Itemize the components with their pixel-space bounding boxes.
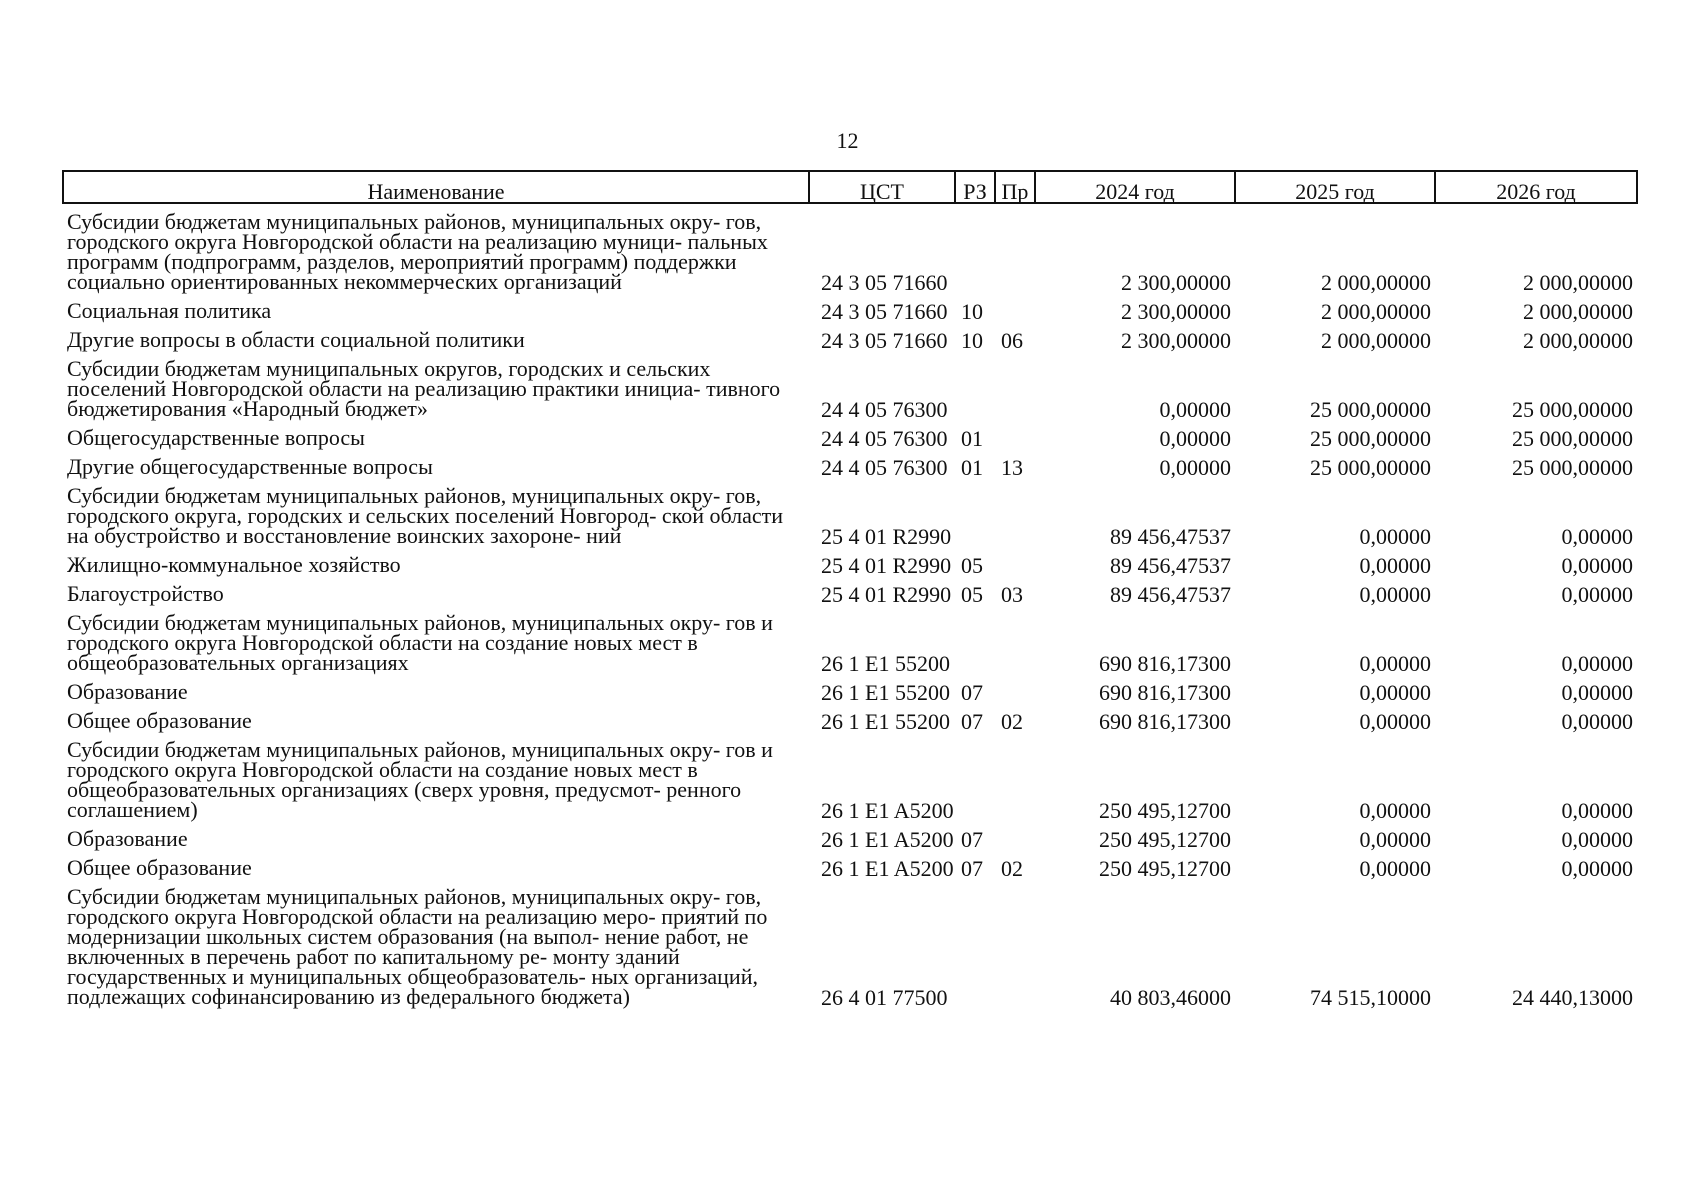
row-2025: 25 000,00000 — [1310, 426, 1431, 451]
row-pr: 13 — [1001, 455, 1023, 480]
row-2025: 0,00000 — [1359, 798, 1431, 823]
row-2026: 24 440,13000 — [1512, 985, 1633, 1010]
row-2024: 250 495,12700 — [1099, 798, 1231, 823]
header-pr: Пр — [995, 171, 1035, 203]
row-rz: 05 — [961, 582, 983, 607]
row-2025: 2 000,00000 — [1321, 270, 1431, 295]
row-2025: 25 000,00000 — [1310, 455, 1431, 480]
row-2026: 0,00000 — [1561, 798, 1633, 823]
row-2025: 0,00000 — [1359, 709, 1431, 734]
table-row — [63, 478, 1637, 547]
row-rz: 07 — [961, 856, 983, 881]
row-rz — [955, 879, 995, 1008]
row-pr — [995, 605, 1035, 674]
row-2024: 89 456,47537 — [1110, 524, 1231, 549]
row-rz — [955, 351, 995, 420]
row-2026: 0,00000 — [1561, 524, 1633, 549]
row-2024: 2 300,00000 — [1121, 299, 1231, 324]
row-name: Общегосударственные вопросы — [67, 425, 365, 450]
row-rz: 07 — [961, 827, 983, 852]
row-pr — [995, 478, 1035, 547]
row-cst: 26 1 E1 55200 — [821, 651, 950, 676]
row-2024: 250 495,12700 — [1099, 856, 1231, 881]
row-pr — [995, 351, 1035, 420]
row-2025: 74 515,10000 — [1310, 985, 1431, 1010]
table-row — [63, 547, 1637, 576]
table-row — [63, 732, 1637, 821]
row-2024: 0,00000 — [1159, 397, 1231, 422]
row-2024: 40 803,46000 — [1110, 985, 1231, 1010]
row-2024: 0,00000 — [1159, 426, 1231, 451]
table-row — [63, 420, 1637, 449]
row-2025: 0,00000 — [1359, 582, 1431, 607]
row-cst: 24 4 05 76300 — [821, 426, 948, 451]
row-cst: 25 4 01 R2990 — [821, 524, 952, 549]
row-2025: 0,00000 — [1359, 651, 1431, 676]
table-row — [63, 203, 1637, 293]
row-name: Другие вопросы в области социальной политики — [67, 327, 525, 352]
table-row — [63, 351, 1637, 420]
row-2025: 0,00000 — [1359, 827, 1431, 852]
row-cst: 26 1 E1 A5200 — [821, 856, 954, 881]
table-row — [63, 605, 1637, 674]
row-pr — [995, 203, 1035, 293]
budget-table — [62, 170, 1638, 1008]
row-rz: 07 — [961, 680, 983, 705]
row-name: Социальная политика — [67, 298, 272, 323]
table-row — [63, 674, 1637, 703]
row-2024: 690 816,17300 — [1099, 709, 1231, 734]
row-name: Общее образование — [67, 708, 252, 733]
row-2025: 2 000,00000 — [1321, 328, 1431, 353]
row-2026: 0,00000 — [1561, 651, 1633, 676]
row-2024: 2 300,00000 — [1121, 270, 1231, 295]
row-rz: 10 — [961, 328, 983, 353]
row-2026: 25 000,00000 — [1512, 397, 1633, 422]
row-pr — [995, 821, 1035, 850]
table-row — [63, 449, 1637, 478]
table-row — [63, 879, 1637, 1008]
row-2025: 0,00000 — [1359, 524, 1431, 549]
row-2024: 0,00000 — [1159, 455, 1231, 480]
row-cst: 24 3 05 71660 — [821, 328, 948, 353]
header-name: Наименование — [63, 171, 809, 203]
header-2026: 2026 год — [1435, 171, 1637, 203]
row-cst: 25 4 01 R2990 — [821, 553, 952, 578]
row-name: Образование — [67, 826, 188, 851]
row-rz: 01 — [961, 426, 983, 451]
row-name: Субсидии бюджетам муниципальных районов, муниципальных окру- гов, городского округа Новгородской области на реализацию муници- пальных программ (подпрограмм, разделов, мероприятий программ) поддержки социально ориентированных некоммерческих организаций — [67, 209, 768, 294]
row-cst: 24 4 05 76300 — [821, 397, 948, 422]
row-2024: 2 300,00000 — [1121, 328, 1231, 353]
row-pr — [995, 732, 1035, 821]
row-pr: 02 — [1001, 856, 1023, 881]
row-2025: 25 000,00000 — [1310, 397, 1431, 422]
row-2026: 0,00000 — [1561, 827, 1633, 852]
row-2024: 690 816,17300 — [1099, 651, 1231, 676]
row-cst: 26 1 E1 55200 — [821, 709, 950, 734]
row-cst: 26 1 E1 A5200 — [821, 798, 954, 823]
header-2025: 2025 год — [1235, 171, 1435, 203]
row-2025: 0,00000 — [1359, 856, 1431, 881]
table-header-row — [63, 171, 1637, 203]
row-2026: 25 000,00000 — [1512, 426, 1633, 451]
row-cst: 24 3 05 71660 — [821, 299, 948, 324]
row-2025: 0,00000 — [1359, 553, 1431, 578]
row-2026: 2 000,00000 — [1523, 299, 1633, 324]
row-name: Субсидии бюджетам муниципальных районов, муниципальных окру- гов, городского округа Новгородской области на реализацию меро- приятий по модернизации школьных систем образования (на выпол- нение работ, не включенных в перечень работ по капитальному ре- монту зданий государственных и муниципальных общеобразователь- ных организаций, подлежащих софинансированию из федерального бюджета) — [67, 884, 768, 1009]
row-2026: 0,00000 — [1561, 709, 1633, 734]
table-row — [63, 850, 1637, 879]
row-pr: 06 — [1001, 328, 1023, 353]
row-pr — [995, 547, 1035, 576]
row-2026: 0,00000 — [1561, 553, 1633, 578]
row-cst: 25 4 01 R2990 — [821, 582, 952, 607]
row-pr: 02 — [1001, 709, 1023, 734]
row-name: Жилищно-коммунальное хозяйство — [67, 552, 401, 577]
row-name: Субсидии бюджетам муниципальных районов, муниципальных окру- гов и городского округа Новгородской области на создание новых мест в общеобразовательных организациях (сверх уровня, предусмот- ренного соглашением) — [67, 737, 773, 822]
row-name: Субсидии бюджетам муниципальных районов, муниципальных окру- гов и городского округа Новгородской области на создание новых мест в общеобразовательных организациях — [67, 610, 773, 675]
row-2025: 2 000,00000 — [1321, 299, 1431, 324]
table-row — [63, 703, 1637, 732]
row-name: Другие общегосударственные вопросы — [67, 454, 433, 479]
row-name: Субсидии бюджетам муниципальных районов, муниципальных окру- гов, городского округа, городских и сельских поселений Новгород- ской области на обустройство и восстановление воинских захороне- ний — [67, 483, 784, 548]
row-name: Субсидии бюджетам муниципальных округов, городских и сельских поселений Новгородской области на реализацию практики инициа- тивного бюджетирования «Народный бюджет» — [67, 356, 781, 421]
header-2024: 2024 год — [1035, 171, 1235, 203]
row-2025: 0,00000 — [1359, 680, 1431, 705]
row-2026: 0,00000 — [1561, 582, 1633, 607]
row-2026: 25 000,00000 — [1512, 455, 1633, 480]
header-cst: ЦСТ — [809, 171, 955, 203]
row-pr — [995, 674, 1035, 703]
row-rz: 05 — [961, 553, 983, 578]
row-pr: 03 — [1001, 582, 1023, 607]
row-name: Благоустройство — [67, 581, 224, 606]
row-cst: 24 4 05 76300 — [821, 455, 948, 480]
table-row — [63, 821, 1637, 850]
row-2024: 89 456,47537 — [1110, 582, 1231, 607]
row-2024: 250 495,12700 — [1099, 827, 1231, 852]
row-2026: 2 000,00000 — [1523, 328, 1633, 353]
row-cst: 26 1 E1 A5200 — [821, 827, 954, 852]
table-row — [63, 576, 1637, 605]
row-rz — [955, 203, 995, 293]
row-rz: 10 — [961, 299, 983, 324]
row-cst: 26 1 E1 55200 — [821, 680, 950, 705]
row-rz — [955, 605, 995, 674]
row-name: Образование — [67, 679, 188, 704]
row-2026: 0,00000 — [1561, 680, 1633, 705]
table-row — [63, 322, 1637, 351]
row-pr — [995, 420, 1035, 449]
page-number: 12 — [836, 128, 859, 153]
row-rz — [955, 732, 995, 821]
row-pr — [995, 293, 1035, 322]
header-rz: РЗ — [955, 171, 995, 203]
row-name: Общее образование — [67, 855, 252, 880]
row-pr — [995, 879, 1035, 1008]
row-rz: 07 — [961, 709, 983, 734]
row-cst: 26 4 01 77500 — [821, 985, 948, 1010]
row-rz — [955, 478, 995, 547]
row-2024: 89 456,47537 — [1110, 553, 1231, 578]
row-cst: 24 3 05 71660 — [821, 270, 948, 295]
row-rz: 01 — [961, 455, 983, 480]
row-2026: 0,00000 — [1561, 856, 1633, 881]
table-row — [63, 293, 1637, 322]
row-2026: 2 000,00000 — [1523, 270, 1633, 295]
row-2024: 690 816,17300 — [1099, 680, 1231, 705]
